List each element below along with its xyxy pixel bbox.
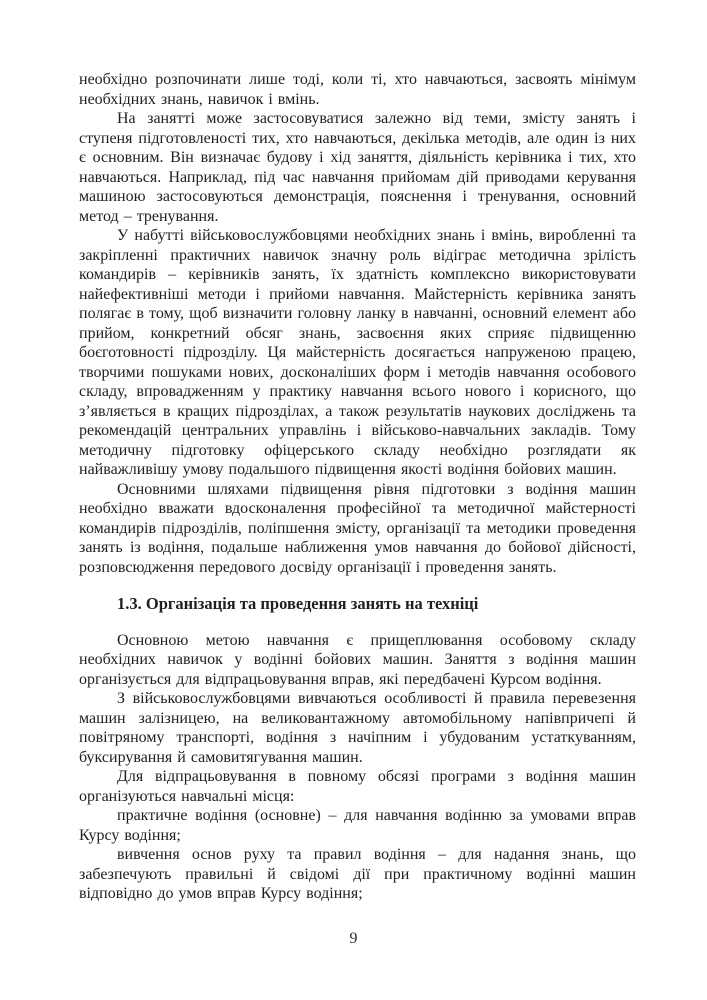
paragraph: На занятті може застосовуватися залежно від теми, змісту занять і ступеня підготовленості тих, хто навчаються, декілька методів, але один із них є основним. Він визначає будову і хід заняття, діяльність керівника і тих, хто навчаються. Наприклад, під час навчання прийомам дій приводами керування машиною застосовуються демонстрація, пояснення і тренування, основний метод – тренування. — [79, 110, 636, 225]
page-number: 9 — [349, 930, 358, 947]
paragraph: вивчення основ руху та правил водіння – для надання знань, що забезпечують правильні й свідомі дії при практичному водінні машин відповідно до умов вправ Курсу водіння; — [79, 846, 636, 902]
paragraph: Основними шляхами підвищення рівня підготовки з водіння машин необхідно вважати вдосконалення професійної та методичної майстерності командирів підрозділів, поліпшення змісту, організації та методики проведення занять із водіння, подальше наближення умов навчання до бойової дійсності, розповсюдження передового досвіду організації і проведення занять. — [79, 480, 636, 576]
paragraph: З військовослужбовцями вивчаються особливості й правила перевезення машин залізницею, на великовантажному автомобільному напівпричепі й повітряному транспорті, водіння з начіпним і убудованим устаткуванням, буксирування й самовитягування машин. — [79, 690, 636, 766]
section-heading: 1.3. Організація та проведення занять на техніці — [117, 594, 479, 613]
paragraph: необхідно розпочинати лише тоді, коли ті, хто навчаються, засвоять мінімум необхідних знань, навичок і вмінь. — [79, 71, 636, 108]
paragraph: У набутті військовослужбовцями необхідних знань і вмінь, виробленні та закріпленні практичних навичок значну роль відіграє методична зрілість командирів – керівників занять, їх здатність комплексно використовувати найефективніші методи і прийоми навчання. Майстерність керівника занять полягає в тому, щоб визначити головну ланку в навчанні, основний елемент або прийом, конкретний обсяг знань, засвоєння яких сприяє підвищенню боєготовності підрозділу. Ця майстерність досягається напруженою працею, творчими пошуками нових, досконаліших форм і методів навчання особового складу, впровадженням у практику навчання всього нового і корисного, що з’являється в кращих підрозділах, а також результатів наукових досліджень та рекомендацій центральних управлінь і військово-навчальних закладів. Тому методичну підготовку офіцерського складу необхідно розглядати як найважливішу умову подальшого підвищення якості водіння бойових машин. — [79, 227, 636, 478]
paragraph: Для відпрацьовування в повному обсязі програми з водіння машин організуються навчальні місця: — [79, 768, 636, 805]
text-block — [79, 70, 636, 904]
paragraph: Основною метою навчання є прищеплювання особовому складу необхідних навичок у водінні бойових машин. Заняття з водіння машин організується для відпрацьовування вправ, які передбачені Курсом водіння. — [79, 631, 636, 688]
paragraph: практичне водіння (основне) – для навчання водінню за умовами вправ Курсу водіння; — [79, 807, 636, 844]
